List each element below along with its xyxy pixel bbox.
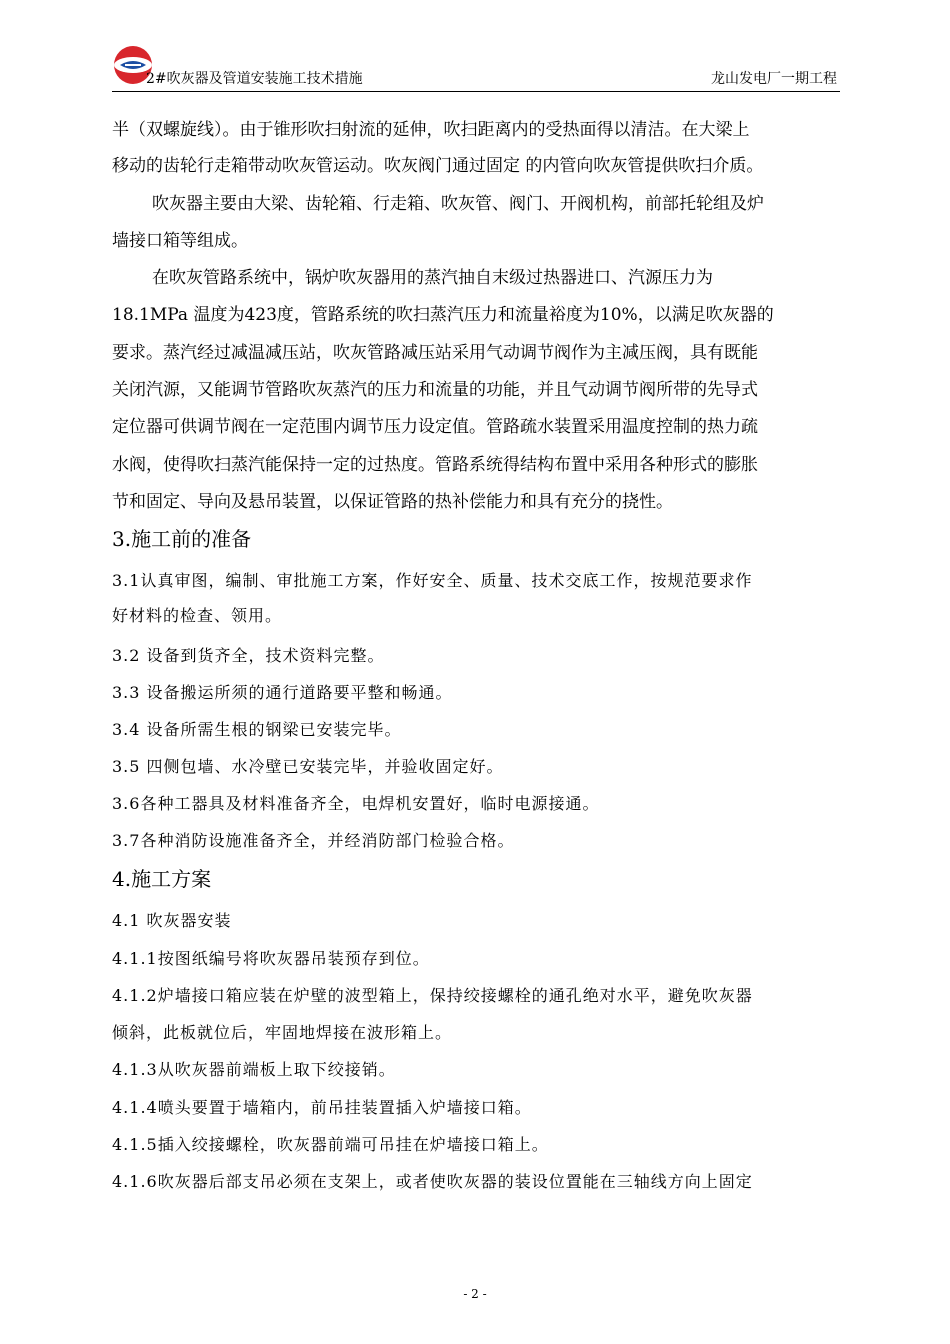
list-item: 3.2 设备到货齐全，技术资料完整。 — [112, 646, 385, 665]
paragraph-line: 水阀，使得吹扫蒸汽能保持一定的过热度。管路系统得结构布置中采用各种形式的膨胀 — [112, 455, 758, 475]
header-divider — [112, 91, 840, 92]
list-item: 4.1.5插入绞接螺栓，吹灰器前端可吊挂在炉墙接口箱上。 — [112, 1135, 549, 1154]
section-heading: 4.施工方案 — [112, 867, 212, 891]
paragraph-line: 墙接口箱等组成。 — [112, 231, 248, 251]
paragraph-line: 节和固定、导向及悬吊装置，以保证管路的热补偿能力和具有充分的挠性。 — [112, 492, 673, 512]
paragraph-line: 半（双螺旋线）。由于锥形吹扫射流的延伸，吹扫距离内的受热面得以清洁。在大梁上 — [112, 120, 750, 140]
list-item: 好材料的检查、领用。 — [112, 606, 283, 625]
paragraph-line: 吹灰器主要由大梁、齿轮箱、行走箱、吹灰管、阀门、开阀机构，前部托轮组及炉 — [152, 194, 764, 214]
list-item: 3.3 设备搬运所须的通行道路要平整和畅通。 — [112, 683, 453, 702]
list-item: 4.1.3从吹灰器前端板上取下绞接销。 — [112, 1060, 396, 1079]
paragraph-line: 18.1MPa 温度为423度，管路系统的吹扫蒸汽压力和流量裕度为10%，以满足吹灰器的 — [112, 305, 774, 325]
section-heading: 3.施工前的准备 — [112, 527, 252, 551]
list-item: 4.1.4喷头要置于墙箱内，前吊挂装置插入炉墙接口箱。 — [112, 1098, 532, 1117]
paragraph-line: 移动的齿轮行走箱带动吹灰管运动。吹灰阀门通过固定 的内管向吹灰管提供吹扫介质。 — [112, 156, 764, 176]
list-item: 3.4 设备所需生根的钢梁已安装完毕。 — [112, 720, 402, 739]
paragraph-line: 定位器可供调节阀在一定范围内调节压力设定值。管路疏水装置采用温度控制的热力疏 — [112, 417, 758, 437]
paragraph-line: 关闭汽源，又能调节管路吹灰蒸汽的压力和流量的功能，并且气动调节阀所带的先导式 — [112, 380, 758, 400]
list-item: 4.1.2炉墙接口箱应装在炉壁的波型箱上，保持绞接螺栓的通孔绝对水平，避免吹灰器 — [112, 986, 753, 1005]
header-document-title: 2#吹灰器及管道安装施工技术措施 — [146, 71, 363, 87]
list-item: 3.6各种工器具及材料准备齐全，电焊机安置好，临时电源接通。 — [112, 794, 600, 813]
list-item: 3.5 四侧包墙、水冷壁已安装完毕，并验收固定好。 — [112, 757, 504, 776]
page-number: - 2 - — [463, 1287, 487, 1301]
list-item: 4.1.1按图纸编号将吹灰器吊装预存到位。 — [112, 949, 430, 968]
list-item: 倾斜，此板就位后，牢固地焊接在波形箱上。 — [112, 1023, 453, 1042]
list-item: 4.1 吹灰器安装 — [112, 911, 232, 930]
paragraph-line: 要求。蒸汽经过减温减压站，吹灰管路减压站采用气动调节阀作为主减压阀，具有既能 — [112, 343, 758, 363]
header-project-name: 龙山发电厂一期工程 — [711, 71, 837, 87]
list-item: 3.7各种消防设施准备齐全，并经消防部门检验合格。 — [112, 831, 515, 850]
list-item: 4.1.6吹灰器后部支吊必须在支架上，或者使吹灰器的装设位置能在三轴线方向上固定 — [112, 1172, 753, 1191]
paragraph-line: 在吹灰管路系统中，锅炉吹灰器用的蒸汽抽自末级过热器进口、汽源压力为 — [152, 268, 713, 288]
list-item: 3.1认真审图，编制、审批施工方案，作好安全、质量、技术交底工作，按规范要求作 — [112, 571, 753, 590]
